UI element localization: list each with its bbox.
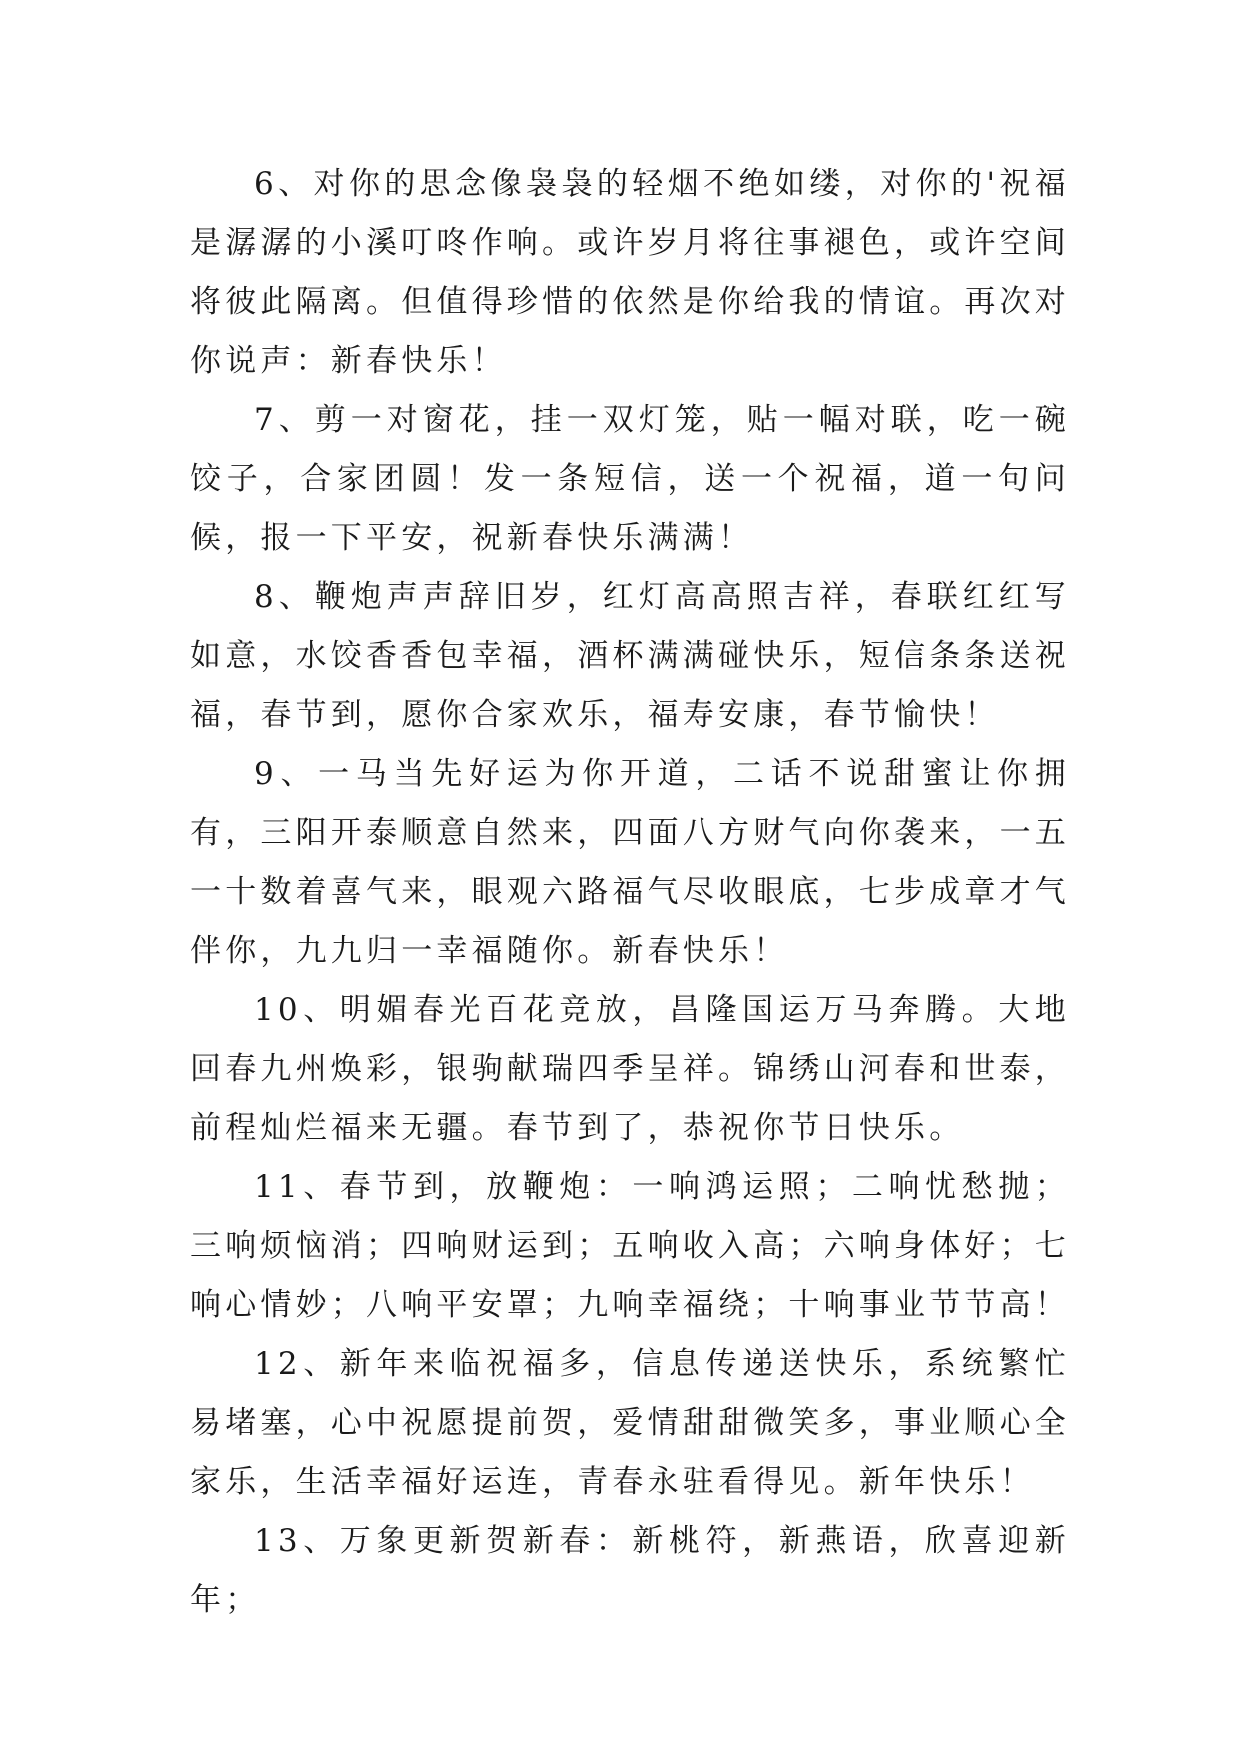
- paragraph-6: 6、对你的思念像袅袅的轻烟不绝如缕，对你的'祝福是潺潺的小溪叮咚作响。或许岁月将往事褪色，或许空间将彼此隔离。但值得珍惜的依然是你给我的情谊。再次对你说声：新春快乐！: [190, 166, 1070, 379]
- paragraph-8: 8、鞭炮声声辞旧岁，红灯高高照吉祥，春联红红写如意，水饺香香包幸福，酒杯满满碰快乐，短信条条送祝福，春节到，愿你合家欢乐，福寿安康，春节愉快！: [190, 579, 1070, 733]
- paragraph-13: 13、万象更新贺新春：新桃符，新燕语，欣喜迎新年；: [190, 1523, 1070, 1618]
- paragraph-12: 12、新年来临祝福多，信息传递送快乐，系统繁忙易堵塞，心中祝愿提前贺，爱情甜甜微笑多，事业顺心全家乐，生活幸福好运连，青春永驻看得见。新年快乐！: [190, 1346, 1070, 1500]
- paragraph-9: 9、一马当先好运为你开道，二话不说甜蜜让你拥有，三阳开泰顺意自然来，四面八方财气向你袭来，一五一十数着喜气来，眼观六路福气尽收眼底，七步成章才气伴你，九九归一幸福随你。新春快乐！: [190, 756, 1070, 969]
- paragraph-11: 11、春节到，放鞭炮：一响鸿运照；二响忧愁抛；三响烦恼消；四响财运到；五响收入高；六响身体好；七响心情妙；八响平安罩；九响幸福绕；十响事业节节高！: [190, 1169, 1070, 1323]
- document-body: [190, 155, 1070, 1630]
- paragraph-7: 7、剪一对窗花，挂一双灯笼，贴一幅对联，吃一碗饺子，合家团圆！发一条短信，送一个祝福，道一句问候，报一下平安，祝新春快乐满满！: [190, 402, 1070, 556]
- paragraph-10: 10、明媚春光百花竞放，昌隆国运万马奔腾。大地回春九州焕彩，银驹献瑞四季呈祥。锦绣山河春和世泰，前程灿烂福来无疆。春节到了，恭祝你节日快乐。: [190, 992, 1070, 1146]
